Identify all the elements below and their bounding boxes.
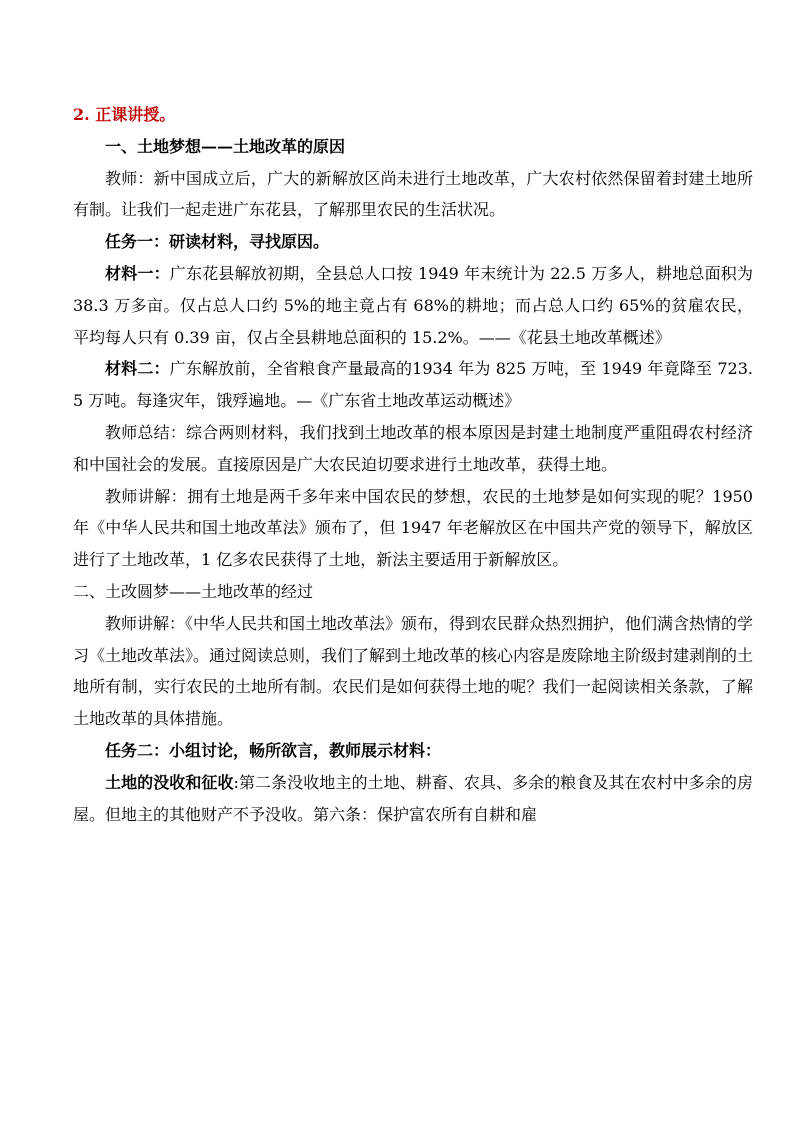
task1-heading: 任务一：研读材料，寻找原因。 xyxy=(105,232,330,252)
teacher-summary-paragraph: 教师总结：综合两则材料，我们找到土地改革的根本原因是封建土地制度严重阻碍农村经济和中国社会的发展。直接原因是广大农民迫切要求进行土地改革，获得土地。 xyxy=(73,422,753,474)
material1-text: 广东花县解放初期，全县总人口按 1949 年末统计为 22.5 万多人，耕地总面积为 38.3 万多亩。仅占总人口约 5%的地主竟占有 68%的耕地；而占总人口约 65%的贫雇农民，平均每人只有 0.39 亩，仅占全县耕地总面积的 15.2%。——《花县土地改革概述》 xyxy=(73,263,753,347)
task2-heading: 任务二：小组讨论，畅所欲言，教师展示材料： xyxy=(105,740,442,760)
document-body xyxy=(73,99,753,830)
material2-text: 广东解放前，全省粮食产量最高的1934 年为 825 万吨，至 1949 年竟降至 723. 5 万吨。每逢灾年，饿殍遍地。—《广东省土地改革运动概述》 xyxy=(73,359,753,411)
material2-label: 材料二： xyxy=(105,359,170,379)
part2-heading: 二、土改圆梦——土地改革的经过 xyxy=(73,581,314,601)
teacher-explain-paragraph-1: 教师讲解：拥有土地是两千多年来中国农民的梦想，农民的土地梦是如何实现的呢？1950 年《中华人民共和国土地改革法》颁布了，但 1947 年老解放区在中国共产党的领导下，解放区进行了土地改革，1 亿多农民获得了土地，新法主要适用于新解放区。 xyxy=(73,486,753,570)
material1-label: 材料一： xyxy=(105,263,170,283)
material2-paragraph xyxy=(73,353,753,417)
part1-heading: 一、土地梦想——土地改革的原因 xyxy=(105,136,346,156)
confiscation-label: 土地的没收和征收 xyxy=(105,772,234,792)
teacher-intro-paragraph: 教师：新中国成立后，广大的新解放区尚未进行土地改革，广大农村依然保留着封建土地所有制。让我们一起走进广东花县，了解那里农民的生活状况。 xyxy=(73,168,753,220)
material1-paragraph xyxy=(73,258,753,353)
confiscation-paragraph xyxy=(73,767,753,831)
section-heading: 2. 正课讲授。 xyxy=(73,105,176,124)
teacher-explain-paragraph-2: 教师讲解：《中华人民共和国土地改革法》颁布，得到农民群众热烈拥护，他们满含热情的学习《土地改革法》。通过阅读总则，我们了解到土地改革的核心内容是废除地主阶级封建剥削的土地所有制，实行农民的土地所有制。农民们是如何获得土地的呢？我们一起阅读相关条款，了解土地改革的具体措施。 xyxy=(73,613,754,729)
confiscation-text: :第二条没收地主的土地、耕畜、农具、多余的粮食及其在农村中多余的房屋。但地主的其他财产不予没收。第六条：保护富农所有自耕和雇 xyxy=(73,772,753,824)
